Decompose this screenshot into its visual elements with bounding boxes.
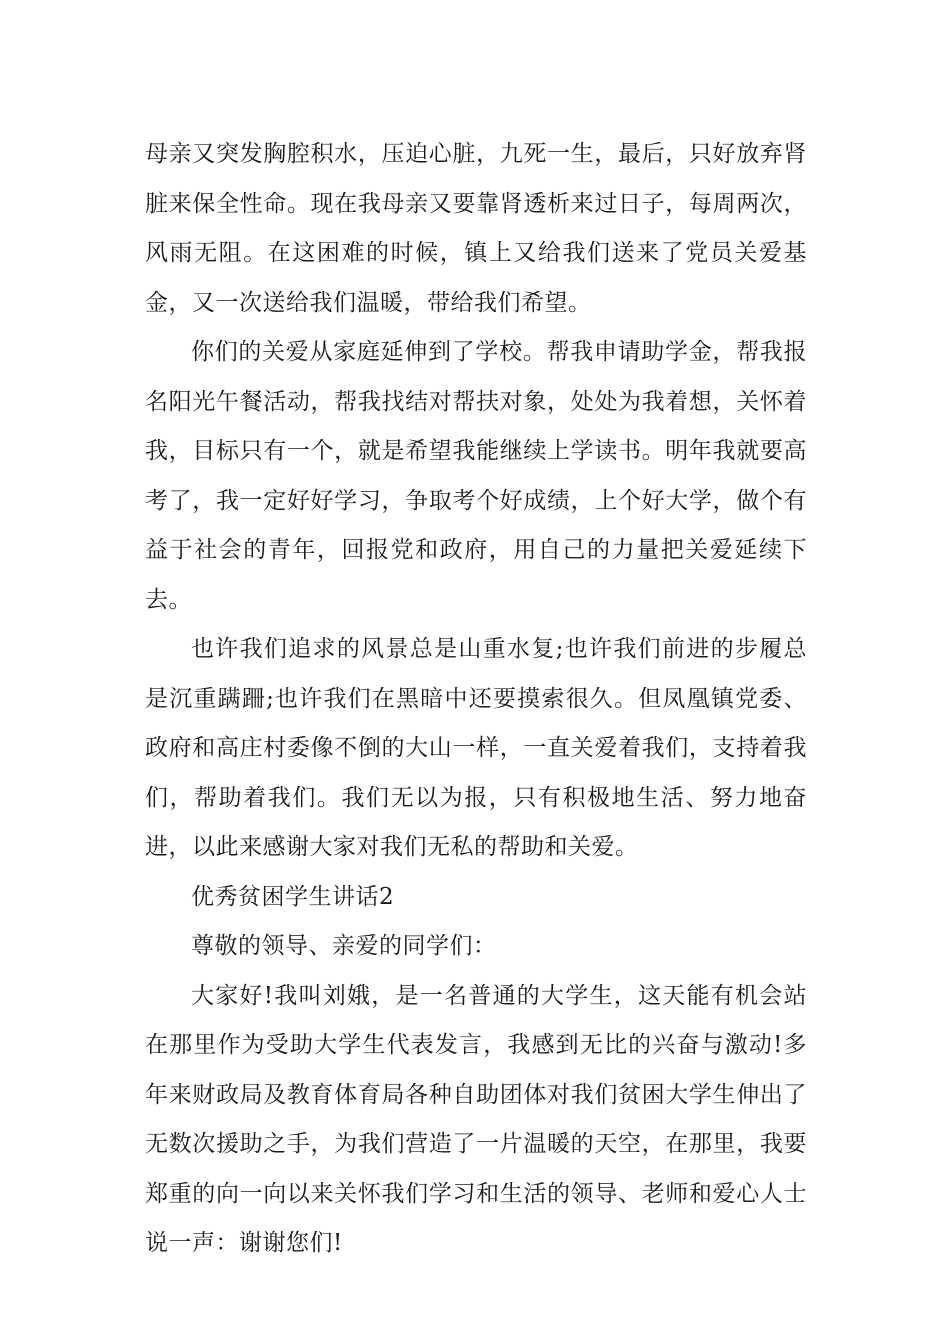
paragraph-1: 母亲又突发胸腔积水，压迫心脏，九死一生，最后，只好放弃肾脏来保全性命。现在我母亲又要靠肾透析来过日子，每周两次，风雨无阻。在这困难的时候，镇上又给我们送来了党员关爱基金，又一次送给我们温暖，带给我们希望。	[145, 141, 807, 316]
paragraph-3: 也许我们追求的风景总是山重水复;也许我们前进的步履总是沉重蹒跚;也许我们在黑暗中还要摸索很久。但凤凰镇党委、政府和高庄村委像不倒的大山一样，一直关爱着我们，支持着我们，帮助着我们。我们无以为报，只有积极地生活、努力地奋进，以此来感谢大家对我们无私的帮助和关爱。	[145, 636, 807, 860]
salutation: 尊敬的领导、亲爱的同学们：	[191, 933, 497, 959]
document-body	[145, 130, 807, 1269]
paragraph-2: 你们的关爱从家庭延伸到了学校。帮我申请助学金，帮我报名阳光午餐活动，帮我找结对帮扶对象，处处为我着想，关怀着我，目标只有一个，就是希望我能继续上学读书。明年我就要高考了，我一定好好学习，争取考个好成绩，上个好大学，做个有益于社会的青年，回报党和政府，用自己的力量把关爱延续下去。	[145, 339, 807, 613]
section-title: 优秀贫困学生讲话2	[191, 883, 395, 910]
paragraph-4: 大家好!我叫刘娥，是一名普通的大学生，这天能有机会站在那里作为受助大学生代表发言，我感到无比的兴奋与激动!多年来财政局及教育体育局各种自助团体对我们贫困大学生伸出了无数次援助之手，为我们营造了一片温暖的天空，在那里，我要郑重的向一向以来关怀我们学习和生活的领导、老师和爱心人士说一声：谢谢您们!	[145, 982, 807, 1256]
